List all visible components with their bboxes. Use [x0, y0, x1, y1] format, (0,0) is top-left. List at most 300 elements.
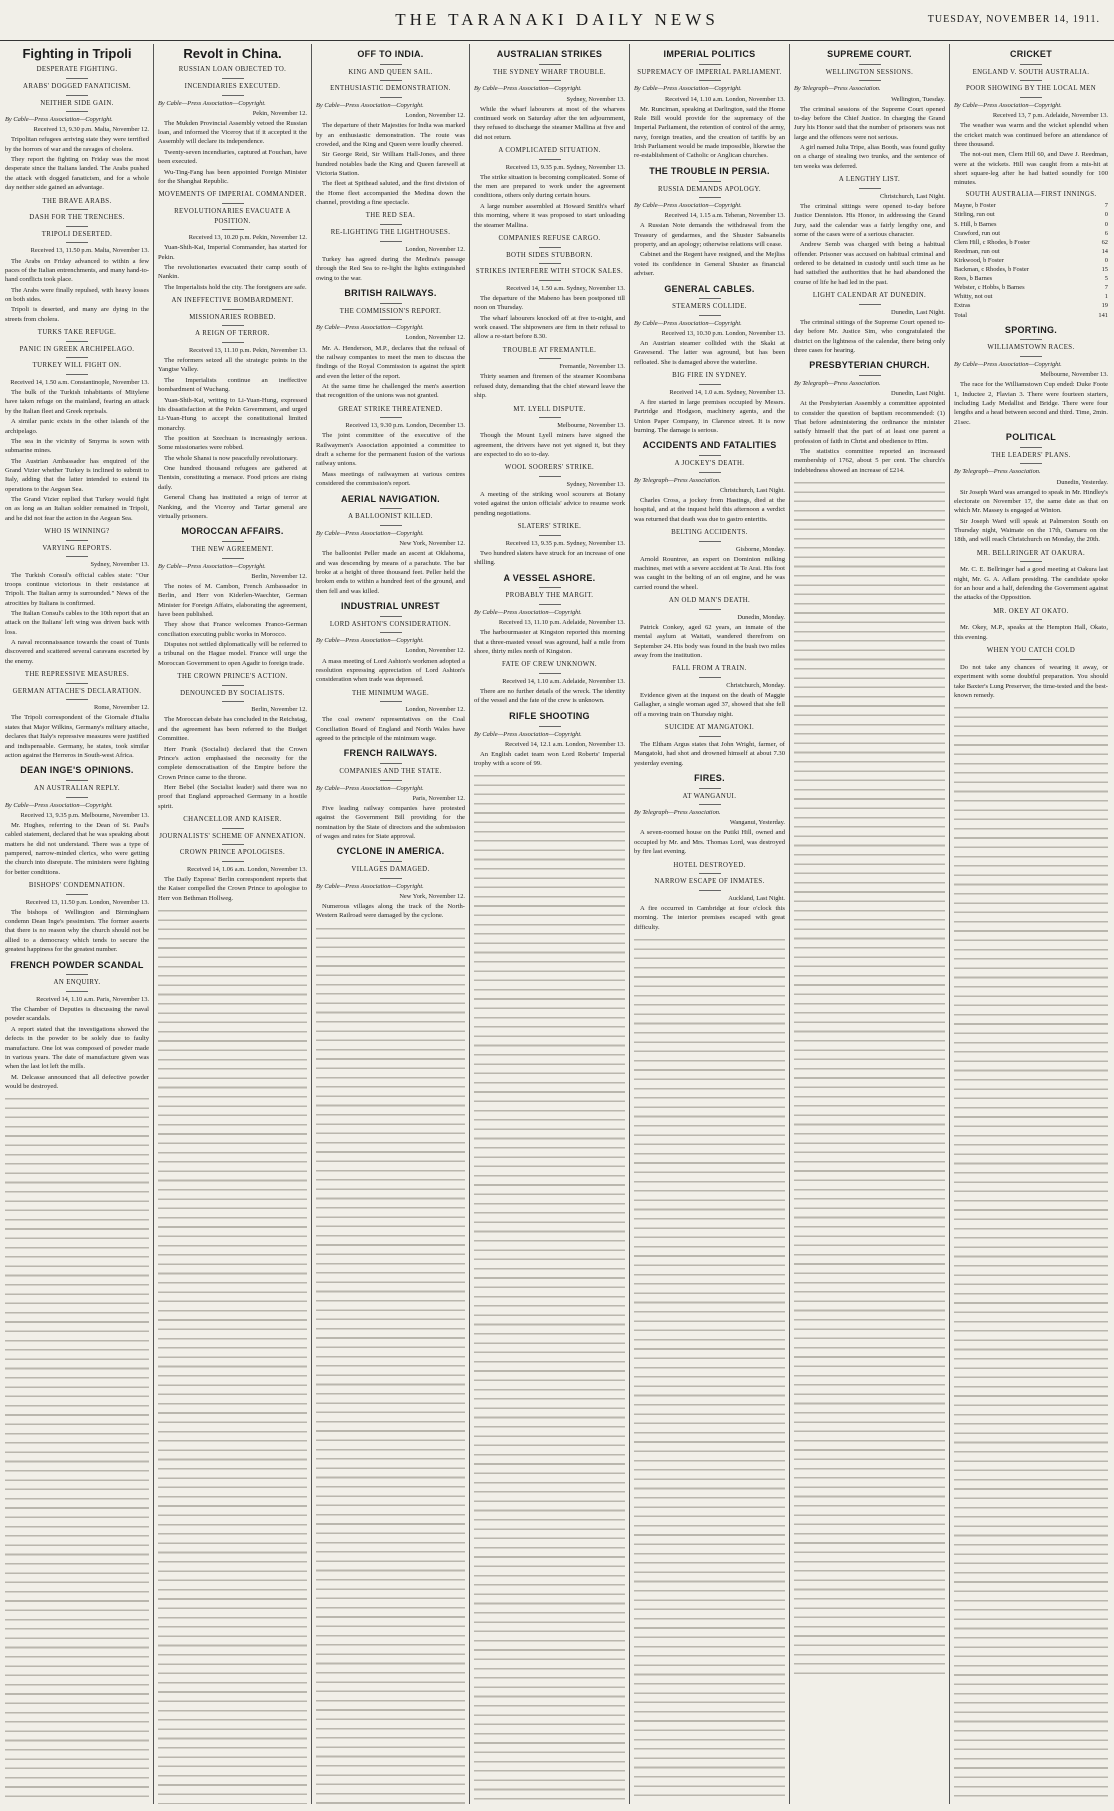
article-paragraph: An English cadet team won Lord Roberts' Imperial trophy with a score of 99.: [474, 750, 625, 768]
continued-text-lines: [794, 479, 945, 1679]
article-dateline: Received 14, 1.06 a.m. London, November 13.: [187, 865, 307, 873]
scorecard-runs: 0: [1104, 256, 1108, 264]
article-paragraph: The bulk of the Turkish inhabitants of Mitylene have taken refuge on the mainland, fearing an attack by the Italian fleet and Greek reprisals.: [5, 389, 149, 415]
headline-rule: [1020, 339, 1042, 340]
article: [634, 371, 785, 435]
article-headline: ACCIDENTS AND FATALITIES: [642, 440, 777, 451]
article-paragraph: The bishops of Wellington and Birmingham condemn Dean Inge's pessimism. The former asserts that there is no reason why the church should not be allied to a democracy which tends to secure the greatest happiness for the greatest number.: [5, 908, 149, 954]
article-subhead: BIG FIRE IN SYDNEY.: [672, 372, 747, 380]
scorecard-runs: 6: [1104, 229, 1108, 237]
article-byline: By Cable—Press Association—Copyright.: [316, 784, 424, 792]
article-subhead: BOTH SIDES STUBBORN.: [506, 251, 593, 259]
article: [5, 197, 149, 325]
article-byline: By Cable—Press Association—Copyright.: [316, 324, 424, 332]
article: [474, 48, 625, 142]
scorecard-title: SOUTH AUSTRALIA—FIRST INNINGS.: [965, 190, 1097, 198]
subhead-rule: [699, 609, 721, 610]
article-dateline: Received 13, 7 p.m. Adelaide, November 13.: [992, 112, 1108, 120]
article-paragraph: A seven-roomed house on the Putiki Hill, owned and occupied by Mr. and Mrs. Thomas Lord, was destroyed by fire last evening.: [634, 829, 785, 856]
article: [5, 328, 149, 523]
subhead-rule: [1020, 619, 1042, 620]
headline-rule: [859, 64, 881, 65]
article-paragraph: Evidence given at the inquest on the death of Maggie Gallagher, a single woman aged 37, showed that she fell off a moving train on Thursday night.: [634, 692, 785, 718]
article: [954, 607, 1108, 642]
article-subhead: A BALLOONIST KILLED.: [348, 513, 433, 521]
article-subhead: HOTEL DESTROYED.: [673, 861, 746, 869]
subhead-rule: [1020, 80, 1042, 81]
article-headline: THE TROUBLE IN PERSIA.: [649, 165, 770, 176]
article: [5, 959, 149, 1092]
article-paragraph: The weather was warm and the wicket splendid when the cricket match was continued before an attendance of three thousand.: [954, 122, 1108, 148]
article-paragraph: Mr. Okey, M.P., speaks at the Hempton Hall, Okato, this evening.: [954, 624, 1108, 641]
scorecard-batsman: Reedman, run out: [954, 247, 1000, 255]
column-rule: [949, 44, 950, 1804]
article-dateline: Received 14, 1.10 a.m. Paris, November 13.: [36, 995, 149, 1003]
article-paragraph: The Tripoli correspondent of the Giornale d'Italia states that Major Wilkins, Germany's military attache, declares that Italy's repressive measures were justified and indispensable. Germany, he states, took similar action against the Herreros in South-west Africa.: [5, 714, 149, 759]
article-subhead: SUPREMACY OF IMPERIAL PARLIAMENT.: [637, 68, 782, 76]
article-subhead: TROUBLE AT FREMANTLE.: [502, 346, 597, 354]
headline-rule: [380, 64, 402, 65]
article: [158, 296, 307, 521]
article: [316, 845, 465, 920]
headline-rule: [222, 541, 244, 542]
article-paragraph: The statistics committee reported an increased membership of 1762, about 5 per cent. The church's indebtedness showed an increase of £214.: [794, 448, 945, 474]
article-dateline: Rome, November 12.: [93, 704, 149, 712]
article: [474, 660, 625, 705]
article-byline: By Telegraph—Press Association.: [954, 468, 1041, 476]
column-rule: [789, 44, 790, 1804]
article-paragraph: A similar panic exists in the other islands of the archipelago.: [5, 418, 149, 435]
article-paragraph: While the wharf labourers at most of the wharves continued work on Saturday after the ten adjournment, they refused to discharge the steamer Mallina at five and did not return.: [474, 105, 625, 141]
subhead-rule: [380, 525, 402, 526]
headline-rule: [699, 788, 721, 789]
headline-rule: [539, 726, 561, 727]
continued-text-lines: [954, 704, 1108, 1804]
subhead-rule: [380, 417, 402, 418]
scorecard-row: [954, 229, 1108, 238]
article-dateline: Wellington, Tuesday.: [891, 95, 945, 103]
article-byline: By Cable—Press Association—Copyright.: [954, 102, 1062, 110]
article-paragraph: The sea in the vicinity of Smyrna is sown with submarine mines.: [5, 437, 149, 455]
article-paragraph: The whole Shansi is now peacefully revolutionary.: [164, 454, 298, 462]
scorecard-row: [954, 201, 1108, 210]
scorecard-runs: 0: [1104, 211, 1108, 219]
article-paragraph: A girl named Julia Tripe, alias Booth, was found guilty on a charge of stealing two trunks, and the sentence of ten weeks was deferred.: [794, 144, 945, 170]
article: [634, 861, 785, 932]
article-subhead: THE REPRESSIVE MEASURES.: [24, 671, 130, 679]
article-subhead: A LENGTHY LIST.: [838, 176, 901, 184]
article-dateline: London, November 12.: [405, 334, 465, 342]
article-paragraph: Herr Frank (Socialist) declared that the Crown Prince's action emphasised the necessity for the complete democratisation of the Empire before the Crown Prince came to the throne.: [158, 745, 307, 781]
article-dateline: Received 13, 9.35 p.m. Sydney, November 13.: [505, 163, 625, 171]
masthead: [0, 0, 1114, 41]
article-dateline: Dunedin, Monday.: [737, 613, 785, 621]
column-rule: [469, 44, 470, 1804]
article-headline: FIRES.: [694, 772, 725, 783]
headline-rule: [699, 298, 721, 299]
article-paragraph: Patrick Conkey, aged 62 years, an inmate of the mental asylum at Waitati, wandered therefrom on September 24. His body was found in the bush two miles away from the institution.: [634, 623, 785, 659]
article-subhead: A JOCKEY'S DEATH.: [674, 460, 745, 468]
article: [5, 881, 149, 955]
headline-rule: [1020, 447, 1042, 448]
column-3: [313, 44, 468, 1804]
article: [634, 48, 785, 161]
article: [5, 670, 149, 760]
article: [634, 664, 785, 719]
article-dateline: Wanganui, Yesterday.: [729, 819, 785, 827]
article: [794, 359, 945, 475]
subhead-rule: [380, 97, 402, 98]
article-headline: AERIAL NAVIGATION.: [341, 493, 440, 504]
article-headline: CYCLONE IN AMERICA.: [336, 846, 445, 857]
article-paragraph: The notes of M. Cambon, French Ambassador in Berlin, and Herr von Kiderlen-Waechter, German Minister for Foreign Affairs, elaborating the agreement, have been published.: [158, 582, 307, 618]
article-subhead: REVOLUTIONARIES EVACUATE A POSITION.: [174, 207, 291, 225]
article-subhead: THE COMMISSION'S REPORT.: [339, 307, 442, 315]
headline-rule: [539, 64, 561, 65]
subhead-rule: [1020, 659, 1042, 660]
subhead-rule: [66, 111, 88, 112]
article-paragraph: There are no further details of the wreck. The identity of the vessel and the fate of the crew is unknown.: [474, 688, 625, 705]
article-paragraph: The Eltham Argus states that John Wright, farmer, of Mangatoki, had shot and drowned himself at about 7.30 yesterday evening.: [634, 740, 785, 767]
article-dateline: Received 14, 1.0 a.m. Sydney, November 13.: [669, 388, 785, 396]
subhead-rule: [222, 78, 244, 79]
scorecard-row: [954, 238, 1108, 247]
article-byline: By Cable—Press Association—Copyright.: [5, 801, 113, 809]
subhead-rule: [539, 358, 561, 359]
subhead-rule: [66, 556, 88, 557]
article-paragraph: Sir Joseph Ward will speak at Palmerston South on Thursday night, Waimate on the 17th, Oamaru on the 18th, and will reach Christchurch on Monday, the 20th.: [954, 517, 1108, 544]
article-dateline: London, November 12.: [405, 112, 465, 120]
scorecard-row: [954, 247, 1108, 256]
article-subhead: WHO IS WINNING?: [44, 528, 110, 536]
article: [794, 175, 945, 287]
article-subhead: LIGHT CALENDAR AT DUNEDIN.: [812, 292, 927, 300]
subhead-rule: [699, 677, 721, 678]
headline-rule: [699, 455, 721, 456]
article-paragraph: They report the fighting on Friday was the most desperate since the Italians landed. The Arabs pushed the attack with dogged fanaticism, and for a whole day neither side gained an advantage.: [5, 156, 149, 192]
article-paragraph: A meeting of the striking wool scourers at Botany voted against the union officials' advice to resume work pending negotiations.: [474, 491, 625, 517]
article-subhead: MR. BELLRINGER AT OAKURA.: [976, 549, 1086, 557]
article-subhead: DENOUNCED BY SOCIALISTS.: [180, 689, 285, 697]
article-subhead: MT. LYELL DISPUTE.: [513, 405, 586, 413]
article: [158, 47, 307, 186]
continued-text-lines: [634, 936, 785, 1804]
article: [316, 211, 465, 282]
article-byline: By Cable—Press Association—Copyright.: [634, 85, 742, 93]
scorecard-batsman: Webster, c Hobbs, b Barnes: [954, 284, 1025, 292]
article-headline: SUPREME COURT.: [827, 49, 912, 59]
article-dateline: New York, November 12.: [399, 892, 465, 900]
subhead-rule: [699, 384, 721, 385]
article-dateline: Received 13, 9.35 p.m. Melbourne, November 13.: [20, 811, 149, 819]
article-dateline: London, November 12.: [405, 245, 465, 253]
subhead-rule: [66, 797, 88, 798]
article-dateline: Christchurch, Last Night.: [720, 486, 785, 494]
article-byline: By Cable—Press Association—Copyright.: [316, 637, 424, 645]
article-subhead: STRIKES INTERFERE WITH STOCK SALES.: [475, 268, 624, 276]
article: [474, 710, 625, 769]
subhead-rule: [380, 319, 402, 320]
article-paragraph: The Chamber of Deputies is discussing the naval powder scandals.: [5, 1006, 149, 1023]
subhead-rule: [859, 80, 881, 81]
article-dateline: Pekin, November 12.: [252, 109, 307, 117]
article-byline: By Cable—Press Association—Copyright.: [634, 319, 742, 327]
article-dateline: Received 13, 9.30 p.m. Malta, November 12.: [33, 126, 149, 134]
article: [5, 527, 149, 666]
article-paragraph: Wu-Ting-Fang has been appointed Foreign Minister for the Shanghai Republic.: [158, 168, 307, 185]
scorecard-runs: 62: [1101, 238, 1108, 246]
article-paragraph: The criminal sittings were opened to-day before Justice Denniston. His Honor, in addressing the Grand Jury, said the calendar was a fairly lengthy one, and some of the cases were of a serious character.: [794, 202, 945, 238]
article-dateline: London, November 12.: [405, 706, 465, 714]
article-paragraph: Do not take any chances of wearing it away, or experiment with some doubtful preparation. You should take Baxter's Lung Preserver, the time-tested and the best-known remedy.: [954, 663, 1108, 699]
scorecard-runs: 19: [1101, 302, 1108, 310]
article-paragraph: A fire occurred in Cambridge at four o'clock this morning. The interior premises escaped with great difficulty.: [634, 904, 785, 931]
subhead-rule: [66, 341, 88, 342]
scorecard-row: [954, 311, 1108, 320]
scorecard-batsman: Kirkwood, b Foster: [954, 256, 1004, 264]
scorecard-runs: 14: [1101, 247, 1108, 255]
subhead-rule: [222, 685, 244, 686]
subhead-rule: [380, 80, 402, 81]
subhead-rule: [222, 95, 244, 96]
article: [634, 439, 785, 524]
headline-rule: [380, 508, 402, 509]
article-subhead: TURKEY WILL FIGHT ON.: [32, 362, 122, 370]
headline-rule: [380, 303, 402, 304]
article: [316, 600, 465, 685]
article-byline: By Cable—Press Association—Copyright.: [634, 202, 742, 210]
article-paragraph: At the same time he challenged the men's assertion that recognition of the unions was not granted.: [316, 382, 465, 400]
article: [794, 48, 945, 171]
article-paragraph: Mr. Runciman, speaking at Darlington, said the Home Rule Bill would provide for the supremacy of the Imperial Parliament, the retention of control of the army, navy, foreign treaties, and the creation of tariffs by an Irish Parliament would be made impossible, likewise the re-establishment of Catholic or Anglican churches.: [634, 105, 785, 160]
article-dateline: Paris, November 12.: [412, 794, 465, 802]
article-paragraph: The revolutionaries evacuated their camp south of Nankin.: [158, 264, 307, 281]
article-headline: PRESBYTERIAN CHURCH.: [809, 360, 930, 371]
subhead-rule: [699, 315, 721, 316]
article-paragraph: Thirty seamen and firemen of the steamer Koombana refused duty, demanding that the chief steward leave the ship.: [474, 373, 625, 400]
article-paragraph: Sir George Reid, Sir William Hall-Jones, and three hundred notables bade the King and Queen farewell at Victoria Station.: [316, 151, 465, 178]
article-paragraph: Numerous villages along the track of the North-Western Railroad were damaged by the cyclone.: [316, 903, 465, 920]
article-byline: By Cable—Press Association—Copyright.: [158, 99, 266, 107]
article-dateline: Gisborne, Monday.: [735, 545, 785, 553]
article: [158, 525, 307, 668]
article-byline: By Cable—Press Association—Copyright.: [316, 102, 424, 110]
subhead-rule: [380, 780, 402, 781]
scorecard-batsman: Rees, b Barnes: [954, 275, 993, 283]
scorecard-row: [954, 283, 1108, 292]
article-byline: By Cable—Press Association—Copyright.: [158, 562, 266, 570]
column-1: [2, 44, 152, 1804]
article-subhead: BISHOPS' CONDEMNATION.: [28, 882, 126, 890]
continued-text-lines: [5, 1095, 149, 1804]
scorecard-row: [954, 220, 1108, 229]
subhead-rule: [539, 247, 561, 248]
article: [634, 723, 785, 768]
article: [634, 772, 785, 857]
article-subhead: THE CROWN PRINCE'S ACTION.: [177, 673, 288, 681]
article-paragraph: Twenty-seven incendiaries, captured at Fouchan, have been executed.: [158, 148, 307, 166]
article-dateline: Received 14, 1.15 a.m. Teheran, November 13.: [664, 212, 785, 220]
article-paragraph: The Turkish Consul's official cables state: "Our troops continue victorious in their resistance at Tripoli. The Italian army is surrounded." News of the atrocities by Italians is confirmed.: [5, 571, 149, 607]
article-subhead: MISSIONARIES ROBBED.: [189, 313, 276, 321]
article-subhead: SUICIDE AT MANGATOKI.: [664, 724, 755, 732]
subhead-rule: [66, 894, 88, 895]
article-subhead: JOURNALISTS' SCHEME OF ANNEXATION.: [159, 832, 306, 840]
article-paragraph: Tripoli is deserted, and many are dying in the streets from cholera.: [5, 306, 149, 323]
article-subhead: RE-LIGHTING THE LIGHTHOUSES.: [330, 229, 451, 237]
subhead-rule: [380, 878, 402, 879]
subhead-rule: [859, 304, 881, 305]
article-paragraph: At the Presbyterian Assembly a committee appointed to consider the question of baptism recommended: (1) That before administering the ordinance the minister satisfy himself that the part of at least one parent a profession of faith in Christ and obedience to Him.: [794, 400, 945, 445]
article-subhead: VARYING REPORTS.: [42, 544, 112, 552]
article-subhead: THE LEADERS' PLANS.: [991, 451, 1071, 459]
subhead-rule: [222, 844, 244, 845]
masthead-date: TUESDAY, NOVEMBER 14, 1911.: [927, 14, 1100, 25]
article-subhead: TRIPOLI DESERTED.: [41, 230, 113, 238]
article-subhead: FATE OF CREW UNKNOWN.: [502, 661, 597, 669]
article-dateline: Sydney, November 13.: [566, 95, 625, 103]
scorecard-batsman: Clem Hill, c Rhodes, b Foster: [954, 238, 1031, 246]
headline-rule: [699, 181, 721, 182]
article-paragraph: The Imperialists hold the city. The foreigners are safe.: [164, 283, 307, 291]
article-subhead: BELTING ACCIDENTS.: [671, 529, 748, 537]
article-dateline: Received 13, 11.50 p.m. Malta, November 13.: [30, 247, 149, 255]
headline-rule: [699, 64, 721, 65]
article-headline: DEAN INGE'S OPINIONS.: [20, 765, 134, 776]
article: [5, 47, 149, 193]
column-6: [791, 44, 948, 1804]
article-paragraph: The criminal sittings of the Supreme Court opened to-day before Mr. Justice Sim, who congratulated the district on the lightness of the calendar, there being only three cases for hearing.: [794, 318, 945, 354]
continued-text-lines: [474, 772, 625, 1804]
article: [634, 528, 785, 592]
article-headline: FRENCH RAILWAYS.: [343, 748, 438, 759]
article-paragraph: Yuan-Shih-Kai, writing to Li-Yuan-Hung, expressed his dissatisfaction at the Pekin Government, and urged Li-Yuan-Hung to accept the constitutional limited monarchy.: [158, 396, 307, 432]
article: [316, 747, 465, 841]
headline-rule: [859, 375, 881, 376]
article: [474, 234, 625, 342]
subhead-rule: [699, 472, 721, 473]
subhead-rule: [699, 541, 721, 542]
article: [316, 287, 465, 401]
article-paragraph: An Austrian steamer collided with the Skaki at Gravesend. The latter was aground, but has been refloated. She is damaged above the waterline.: [634, 340, 785, 366]
masthead-title: THE TARANAKI DAILY NEWS: [395, 10, 719, 29]
column-2: [155, 44, 310, 1804]
article-dateline: Received 13, 9.30 p.m. London, December 13.: [345, 422, 465, 430]
subhead-rule: [699, 197, 721, 198]
article-subhead: COMPANIES AND THE STATE.: [339, 768, 442, 776]
scorecard-runs: 5: [1104, 275, 1108, 283]
headline-rule: [66, 780, 88, 781]
article-paragraph: A report stated that the investigations showed the defects in the powder to be solely due to faulty manufacture. One lot was composed of powder made in various years. The date of manufacture given was when the last lot left the mills.: [5, 1025, 149, 1071]
headline-rule: [539, 587, 561, 588]
article-paragraph: The Arabs on Friday advanced to within a few paces of the Italian entrenchments, and many hand-to-hand conflicts took place.: [5, 257, 149, 284]
article-dateline: Fremantle, November 13.: [559, 363, 625, 371]
article-headline: BRITISH RAILWAYS.: [344, 287, 437, 298]
article-headline: Revolt in China.: [183, 46, 282, 61]
article-subhead: THE SYDNEY WHARF TROUBLE.: [493, 68, 606, 76]
article-paragraph: Two hundred slaters have struck for an increase of one shilling.: [474, 549, 625, 567]
article-byline: By Telegraph—Press Association.: [634, 476, 721, 484]
subhead-rule: [539, 159, 561, 160]
scorecard-runs: 7: [1104, 202, 1108, 210]
column-5: [631, 44, 788, 1804]
article-headline: OFF TO INDIA.: [357, 49, 424, 59]
article-dateline: Dunedin, Yesterday.: [1056, 478, 1108, 486]
article-subhead: POOR SHOWING BY THE LOCAL MEN: [965, 85, 1097, 93]
scorecard-row: [954, 292, 1108, 301]
subhead-rule: [539, 263, 561, 264]
article-subhead: PANIC IN GREEK ARCHIPELAGO.: [19, 345, 135, 353]
article: [316, 405, 465, 489]
article-subhead: RUSSIA DEMANDS APOLOGY.: [658, 185, 761, 193]
article-subhead: LORD ASHTON'S CONSIDERATION.: [329, 620, 452, 628]
column-7: [951, 44, 1111, 1804]
article-paragraph: Yuan-Shih-Kai, Imperial Commander, has started for Pekin.: [158, 244, 307, 261]
scorecard-batsman: Mayne, b Foster: [954, 202, 996, 210]
headline-rule: [380, 763, 402, 764]
article-subhead: WELLINGTON SESSIONS.: [825, 68, 914, 76]
article-paragraph: A mass meeting of Lord Ashton's workmen adopted a resolution expressing appreciation of Lord Ashton's consideration when trade was depressed.: [316, 657, 465, 684]
article-headline: CRICKET: [1009, 49, 1053, 59]
article: [954, 48, 1108, 320]
subhead-rule: [66, 226, 88, 227]
article-byline: By Cable—Press Association—Copyright.: [474, 609, 582, 617]
scorecard-row: [954, 210, 1108, 219]
scorecard-runs: 15: [1101, 266, 1108, 274]
article-paragraph: The position at Szechuan is increasingly serious. Some missionaries were robbed.: [158, 434, 307, 452]
article-subhead: RUSSIAN LOAN OBJECTED TO.: [178, 66, 287, 74]
column-4: [471, 44, 628, 1804]
article-headline: IMPERIAL POLITICS: [663, 49, 756, 59]
article-paragraph: The Mukden Provincial Assembly vetoed the Russian loan, and informed the Viceroy that if it accepted it the Assembly will declare its independence.: [158, 119, 307, 146]
article-paragraph: Cabinet and the Regent have resigned, and the Mejliss voted its confidence in General Shuster as financial adviser.: [634, 251, 785, 278]
article-subhead: AN OLD MAN'S DEATH.: [668, 597, 751, 605]
article-subhead: WOOL SOORERS' STRIKE.: [504, 464, 595, 472]
article-paragraph: A Russian Note demands the withdrawal from the Treasury of gendarmes, and the Shuster Sabsanelis property, and an apology; otherwise relations will cease.: [634, 222, 785, 249]
article-subhead: A REIGN OF TERROR.: [195, 330, 270, 338]
article-paragraph: The coal owners' representatives on the Coal Conciliation Board of England and North Wales have agreed to the principle of the minimum wage.: [316, 716, 465, 743]
article-dateline: Sydney, November 13.: [90, 561, 149, 569]
article-subhead: COMPANIES REFUSE CARGO.: [498, 234, 601, 242]
article-paragraph: The Italian Consul's cables to the 10th report that an attack on the Italians' left wing was driven back with loss.: [5, 609, 149, 636]
subhead-rule: [66, 991, 88, 992]
subhead-rule: [66, 540, 88, 541]
article-dateline: Christchurch, Last Night.: [880, 192, 945, 200]
scorecard-batsman: Extras: [954, 302, 971, 310]
article-dateline: New York, November 12.: [399, 540, 465, 548]
article-paragraph: Five leading railway companies have protested against the Government Bill providing for the nomination by the State of directors and the submission of wages and rates for State approval.: [316, 805, 465, 841]
article-subhead: INCENDIARIES EXECUTED.: [184, 82, 281, 90]
subhead-rule: [222, 325, 244, 326]
article-paragraph: The joint committee of the executive of the Railwaymen's Association appointed a committee to draft a scheme for the permanent fusion of the various railway unions.: [316, 432, 465, 468]
article-dateline: Received 13, 11.10 p.m. Pekin, November 13.: [189, 347, 307, 355]
article-dateline: Received 14, 1.10 a.m. London, November 13.: [665, 95, 785, 103]
subhead-rule: [1020, 463, 1042, 464]
article-paragraph: The Imperialists continue an ineffective bombardment of Wuchang.: [158, 376, 307, 394]
article-dateline: Received 13, 11.10 p.m. Adelaide, November 13.: [498, 619, 625, 627]
article-paragraph: The Moroccan debate has concluded in the Reichstag, and the agreement has been referred to the Budget Committee.: [158, 716, 307, 743]
article-dateline: Melbourne, November 13.: [1040, 371, 1108, 379]
subhead-rule: [66, 374, 88, 375]
article-dateline: Melbourne, November 13.: [557, 422, 625, 430]
subhead-rule: [222, 229, 244, 230]
article-subhead: SLATERS' STRIKE.: [517, 523, 582, 531]
article: [634, 165, 785, 279]
subhead-rule: [66, 78, 88, 79]
article-subhead: AN ENQUIRY.: [53, 979, 101, 987]
subhead-rule: [66, 209, 88, 210]
headline-rule: [66, 974, 88, 975]
